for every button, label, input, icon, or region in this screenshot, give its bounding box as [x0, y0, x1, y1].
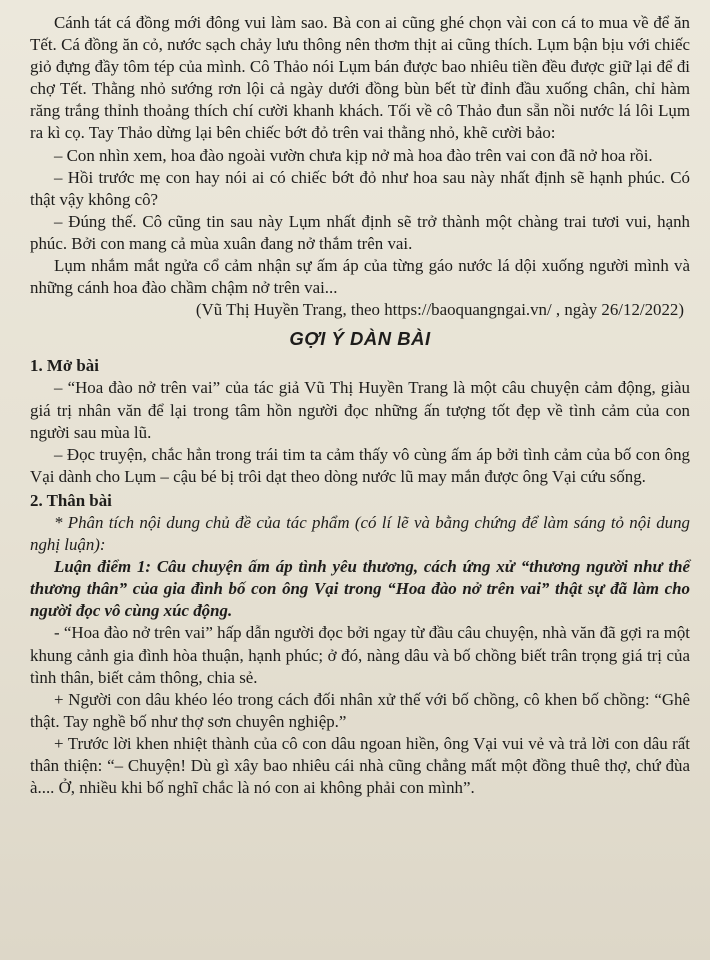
- section-heading-mo-bai: 1. Mở bài: [30, 356, 99, 376]
- story-dialogue-1: – Con nhìn xem, hoa đào ngoài vườn chưa kịp nở mà hoa đào trên vai con đã nở hoa rồi.: [54, 145, 653, 165]
- story-dialogue-3: – Đúng thế. Cô cũng tin sau này Lụm nhất định sẽ trở thành một chàng trai tươi vui, hạnh phúc. Bởi con mang cả mùa xuân đang nở thắm trên vai.: [30, 211, 690, 253]
- outline-title: GỢI Ý DÀN BÀI: [289, 328, 431, 350]
- luan-diem-1: Luận điểm 1: Câu chuyện ấm áp tình yêu thương, cách ứng xử “thương người như thể thương thân” của gia đình bố con ông Vại trong “Hoa đào nở trên vai” thật sự đã làm cho người đọc vô cùng xúc động.: [30, 557, 690, 621]
- than-bai-point-1: - “Hoa đào nở trên vai” hấp dẫn người đọc bởi ngay từ đầu câu chuyện, nhà văn đã gợi ra một khung cảnh gia đình hòa thuận, hạnh phúc; ở đó, nàng dâu và bố chồng biết trân trọng giá trị của tình thân, biết cảm thông, chia sẻ.: [30, 623, 690, 687]
- story-dialogue-2: – Hồi trước mẹ con hay nói ai có chiếc bớt đỏ như hoa sau này nhất định sẽ hạnh phúc. Có thật vậy không cô?: [30, 167, 690, 209]
- than-bai-point-2: + Người con dâu khéo léo trong cách đối nhân xử thế với bố chồng, cô khen bố chồng: “Ghê thật. Tay nghề bố như thợ sơn chuyên nghiệp.”: [30, 689, 690, 731]
- section-heading-than-bai: 2. Thân bài: [30, 490, 112, 510]
- story-paragraph-1: Cánh tát cá đồng mới đông vui làm sao. Bà con ai cũng ghé chọn vài con cá to mua về để ăn Tết. Cá đồng ăn cỏ, nước sạch chảy lưu thông nên thơm thịt ai cũng thích. Lụm bận bịu với chiếc giỏ đựng đầy tôm tép của mình. Cô Thảo nói Lụm bán được bao nhiêu tiền đều được giữ lại để đi chợ Tết. Thằng nhỏ sướng rơn lội cả ngày dưới đồng bùn bết từ đỉnh đầu xuống chân, chỉ hàm răng trắng thỉnh thoảng thích chí cười khanh khách. Tối về cô Thảo đun sẵn nồi nước lá lôi Lụm ra kì cọ. Tay Thảo dừng lại bên chiếc bớt đỏ trên vai thằng nhỏ, khẽ cười bảo:: [30, 13, 690, 143]
- story-source: (Vũ Thị Huyền Trang, theo https://baoquangngai.vn/ , ngày 26/12/2022): [195, 300, 684, 320]
- than-bai-point-3: + Trước lời khen nhiệt thành của cô con dâu ngoan hiền, ông Vại vui vẻ và trả lời con dâu rất thân thiện: “– Chuyện! Dù gì xây bao nhiêu cái nhà cũng chẳng mất một đồng thuê thợ, chứ đùa à.... Ở, nhiều khi bố nghĩ chắc là nó con ai không phải con mình”.: [30, 733, 690, 798]
- mo-bai-point-1: – “Hoa đào nở trên vai” của tác giả Vũ Thị Huyền Trang là một câu chuyện cảm động, giàu giá trị nhân văn để lại trong tâm hồn người đọc những ấn tượng tốt đẹp về tình cảm của con người sau mùa lũ.: [30, 378, 690, 442]
- than-bai-intro: * Phân tích nội dung chủ đề của tác phẩm (có lí lẽ và bằng chứng để làm sáng tỏ nội dung nghị luận):: [30, 512, 690, 555]
- story-paragraph-2: Lụm nhắm mắt ngửa cổ cảm nhận sự ấm áp của từng gáo nước lá dội xuống người mình và những cánh hoa đào chầm chậm nở trên vai...: [30, 256, 690, 298]
- mo-bai-point-2: – Đọc truyện, chắc hẳn trong trái tim ta cảm thấy vô cùng ấm áp bởi tình cảm của bố con ông Vại dành cho Lụm – cậu bé bị trôi dạt theo dòng nước lũ may mắn được ông Vại cứu sống.: [30, 444, 690, 486]
